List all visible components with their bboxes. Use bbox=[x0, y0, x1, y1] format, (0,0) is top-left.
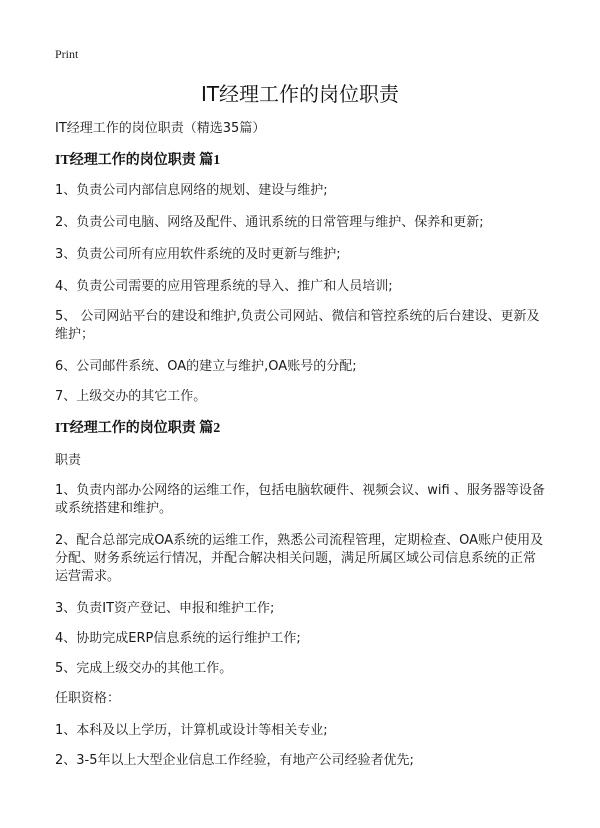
duty-item: 2、配合总部完成OA系统的运维工作，熟悉公司流程管理，定期检查、OA账户使用及分配、财务系统运行情况，并配合解决相关问题，满足所属区域公司信息系统的正常运营需求。 bbox=[55, 533, 544, 584]
print-label: Print bbox=[55, 47, 79, 61]
requirement-item: 2、3-5年以上大型企业信息工作经验，有地产公司经验者优先; bbox=[55, 753, 414, 768]
page-title: IT经理工作的岗位职责 bbox=[200, 82, 400, 106]
section-1-item: 1、负责公司内部信息网络的规划、建设与维护; bbox=[55, 183, 328, 198]
section-1-heading: IT经理工作的岗位职责 篇1 bbox=[55, 153, 221, 168]
duties-label: 职责 bbox=[55, 453, 82, 468]
requirement-item: 1、本科及以上学历，计算机或设计等相关专业; bbox=[55, 723, 328, 738]
subtitle: IT经理工作的岗位职责（精选35篇） bbox=[55, 121, 266, 136]
section-1-item: 2、负责公司电脑、网络及配件、通讯系统的日常管理与维护、保养和更新; bbox=[55, 215, 484, 230]
requirements-label: 任职资格： bbox=[55, 691, 121, 706]
section-2-heading: IT经理工作的岗位职责 篇2 bbox=[55, 421, 221, 436]
duty-item: 3、负责IT资产登记、申报和维护工作; bbox=[55, 601, 275, 616]
section-1-item: 5、 公司网站平台的建设和维护,负责公司网站、微信和管控系统的后台建设、更新及维护； bbox=[55, 309, 540, 342]
duty-item: 1、负责内部办公网络的运维工作，包括电脑软硬件、视频会议、wifi 、服务器等设备或系统搭建和维护。 bbox=[55, 483, 545, 516]
duty-item: 5、完成上级交办的其他工作。 bbox=[55, 661, 233, 676]
section-1-item: 6、公司邮件系统、OA的建立与维护,OA账号的分配; bbox=[55, 359, 357, 374]
section-1-item: 4、负责公司需要的应用管理系统的导入、推广和人员培训; bbox=[55, 279, 393, 294]
duty-item: 4、协助完成ERP信息系统的运行维护工作; bbox=[55, 631, 301, 646]
section-1-item: 3、负责公司所有应用软件系统的及时更新与维护; bbox=[55, 247, 341, 262]
section-1-item: 7、上级交办的其它工作。 bbox=[55, 389, 207, 404]
